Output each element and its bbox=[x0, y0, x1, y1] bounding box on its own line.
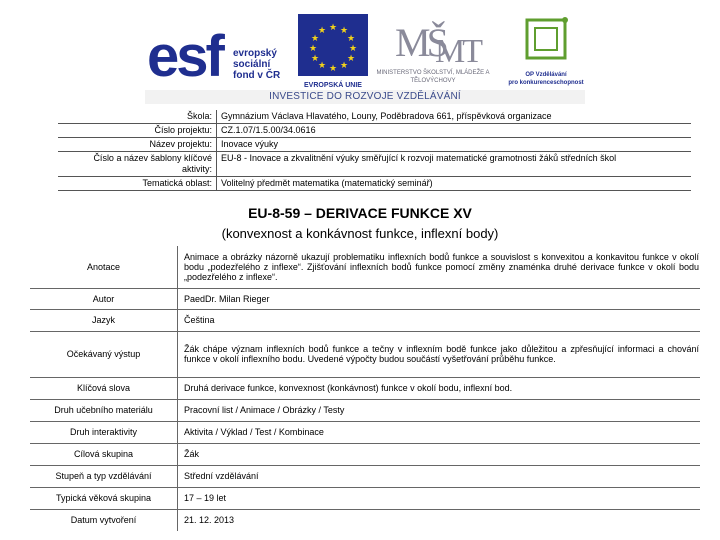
metadata-value: PaedDr. Milan Rieger bbox=[184, 293, 270, 304]
svg-text:★: ★ bbox=[317, 61, 327, 71]
metadata-value: Pracovní list / Animace / Obrázky / Testy bbox=[184, 405, 345, 415]
metadata-value: Čeština bbox=[184, 315, 215, 325]
esf-text-line: evropský bbox=[233, 48, 277, 59]
page-subtitle: (konvexnost a konkávnost funkce, inflexní body) bbox=[221, 226, 499, 241]
esf-text-line: fond v ČR bbox=[233, 70, 281, 81]
school-info-value: CZ.1.07/1.5.00/34.0616 bbox=[221, 125, 316, 135]
svg-text:MŠ: MŠ bbox=[395, 20, 445, 64]
metadata-value: Animace a obrázky názorně ukazují problematiku inflexních bodů funkce a souvislost s konvexitou a konkavitou funkce v okolí bodu „podezřelého z inflexe“. Zjišťování inflexních bodů funkce pomocí změny znaménka druhé derivace funkce v okolí bodu „podezřelého z inflexe“. bbox=[184, 251, 699, 282]
metadata-key: Cílová skupina bbox=[30, 443, 178, 465]
svg-text:★: ★ bbox=[308, 44, 318, 54]
table-row bbox=[30, 309, 700, 331]
msmt-mark-icon bbox=[373, 14, 493, 64]
table-row bbox=[30, 399, 700, 421]
metadata-key: Typická věková skupina bbox=[30, 487, 178, 509]
school-info-key: Tematická oblast: bbox=[58, 177, 217, 191]
svg-text:MT: MT bbox=[435, 33, 480, 64]
svg-text:★: ★ bbox=[346, 34, 356, 44]
banner: INVESTICE DO ROZVOJE VZDĚLÁVÁNÍ bbox=[145, 90, 585, 104]
metadata-value: 17 – 19 let bbox=[184, 493, 227, 503]
table-row bbox=[58, 138, 691, 152]
esf-text-line: sociální bbox=[233, 59, 271, 70]
metadata-key: Datum vytvoření bbox=[30, 509, 178, 531]
op-logo bbox=[507, 14, 585, 88]
svg-text:★: ★ bbox=[346, 54, 356, 64]
table-row bbox=[30, 509, 700, 531]
svg-text:★: ★ bbox=[310, 54, 320, 64]
svg-text:★: ★ bbox=[339, 61, 349, 71]
page-title: EU-8-59 – DERIVACE FUNKCE XV bbox=[248, 205, 472, 221]
logo-bar bbox=[145, 14, 585, 88]
table-row bbox=[58, 152, 691, 177]
school-info-key: Číslo projektu: bbox=[58, 124, 217, 138]
op-mark-icon bbox=[507, 14, 585, 66]
svg-text:★: ★ bbox=[317, 26, 327, 36]
table-row bbox=[30, 331, 700, 377]
school-info-table bbox=[58, 110, 691, 191]
metadata-key: Anotace bbox=[30, 246, 178, 288]
msmt-logo bbox=[373, 14, 493, 88]
eu-flag-icon bbox=[298, 14, 368, 76]
svg-text:★: ★ bbox=[348, 44, 358, 54]
svg-text:★: ★ bbox=[328, 23, 338, 33]
table-row bbox=[30, 246, 700, 288]
table-row bbox=[30, 288, 700, 309]
metadata-value: Žák chápe význam inflexních bodů funkce a tečny v inflexním bodě funkce jako důležitou a zpřesňující informaci a chování funkce v okolí inflexního bodu. Uvedené výpočty budou součástí vyšetřování průběhu funkce. bbox=[184, 344, 699, 364]
eu-label: EVROPSKÁ UNIE bbox=[304, 82, 362, 89]
eu-logo bbox=[298, 14, 368, 88]
metadata-value: Střední vzdělávání bbox=[184, 471, 259, 481]
esf-logo bbox=[145, 14, 290, 86]
table-row bbox=[30, 443, 700, 465]
metadata-value: Aktivita / Výklad / Test / Kombinace bbox=[184, 427, 324, 437]
svg-text:★: ★ bbox=[339, 26, 349, 36]
school-info-key: Číslo a název šablony klíčové aktivity: bbox=[58, 152, 217, 177]
table-row bbox=[30, 465, 700, 487]
metadata-key: Stupeň a typ vzdělávání bbox=[30, 465, 178, 487]
svg-text:★: ★ bbox=[310, 34, 320, 44]
metadata-value: 21. 12. 2013 bbox=[184, 515, 235, 526]
metadata-value: Druhá derivace funkce, konvexnost (konkávnost) funkce v okolí bodu, inflexní bod. bbox=[184, 383, 513, 393]
metadata-key: Klíčová slova bbox=[30, 377, 178, 399]
table-row bbox=[58, 110, 691, 124]
svg-text:★: ★ bbox=[328, 64, 338, 74]
svg-text:esf: esf bbox=[147, 24, 222, 86]
table-row bbox=[58, 124, 691, 138]
school-info-key: Název projektu: bbox=[58, 138, 217, 152]
table-row bbox=[30, 377, 700, 399]
school-info-value: Volitelný předmět matematika (matematický seminář) bbox=[221, 178, 433, 188]
metadata-value: Žák bbox=[184, 449, 200, 459]
table-row bbox=[58, 177, 691, 191]
metadata-table bbox=[30, 246, 700, 531]
op-sublabel: pro konkurenceschopnost bbox=[508, 80, 584, 86]
school-info-key: Škola: bbox=[58, 110, 217, 124]
metadata-key: Autor bbox=[30, 288, 178, 309]
msmt-label: MINISTERSTVO ŠKOLSTVÍ, MLÁDEŽE A TĚLOVÝCHOVY bbox=[376, 70, 490, 84]
metadata-key: Očekávaný výstup bbox=[30, 331, 178, 377]
metadata-key: Jazyk bbox=[30, 309, 178, 331]
school-info-value: Inovace výuky bbox=[221, 139, 279, 149]
school-info-value: Gymnázium Václava Hlavatého, Louny, Poděbradova 661, příspěvková organizace bbox=[221, 111, 552, 121]
op-label: OP Vzdělávání bbox=[525, 72, 567, 78]
table-row bbox=[30, 487, 700, 509]
metadata-key: Druh interaktivity bbox=[30, 421, 178, 443]
metadata-key: Druh učebního materiálu bbox=[30, 399, 178, 421]
school-info-value: EU-8 - Inovace a zkvalitnění výuky směřující k rozvoji matematické gramotnosti žáků středních škol bbox=[221, 153, 617, 163]
table-row bbox=[30, 421, 700, 443]
